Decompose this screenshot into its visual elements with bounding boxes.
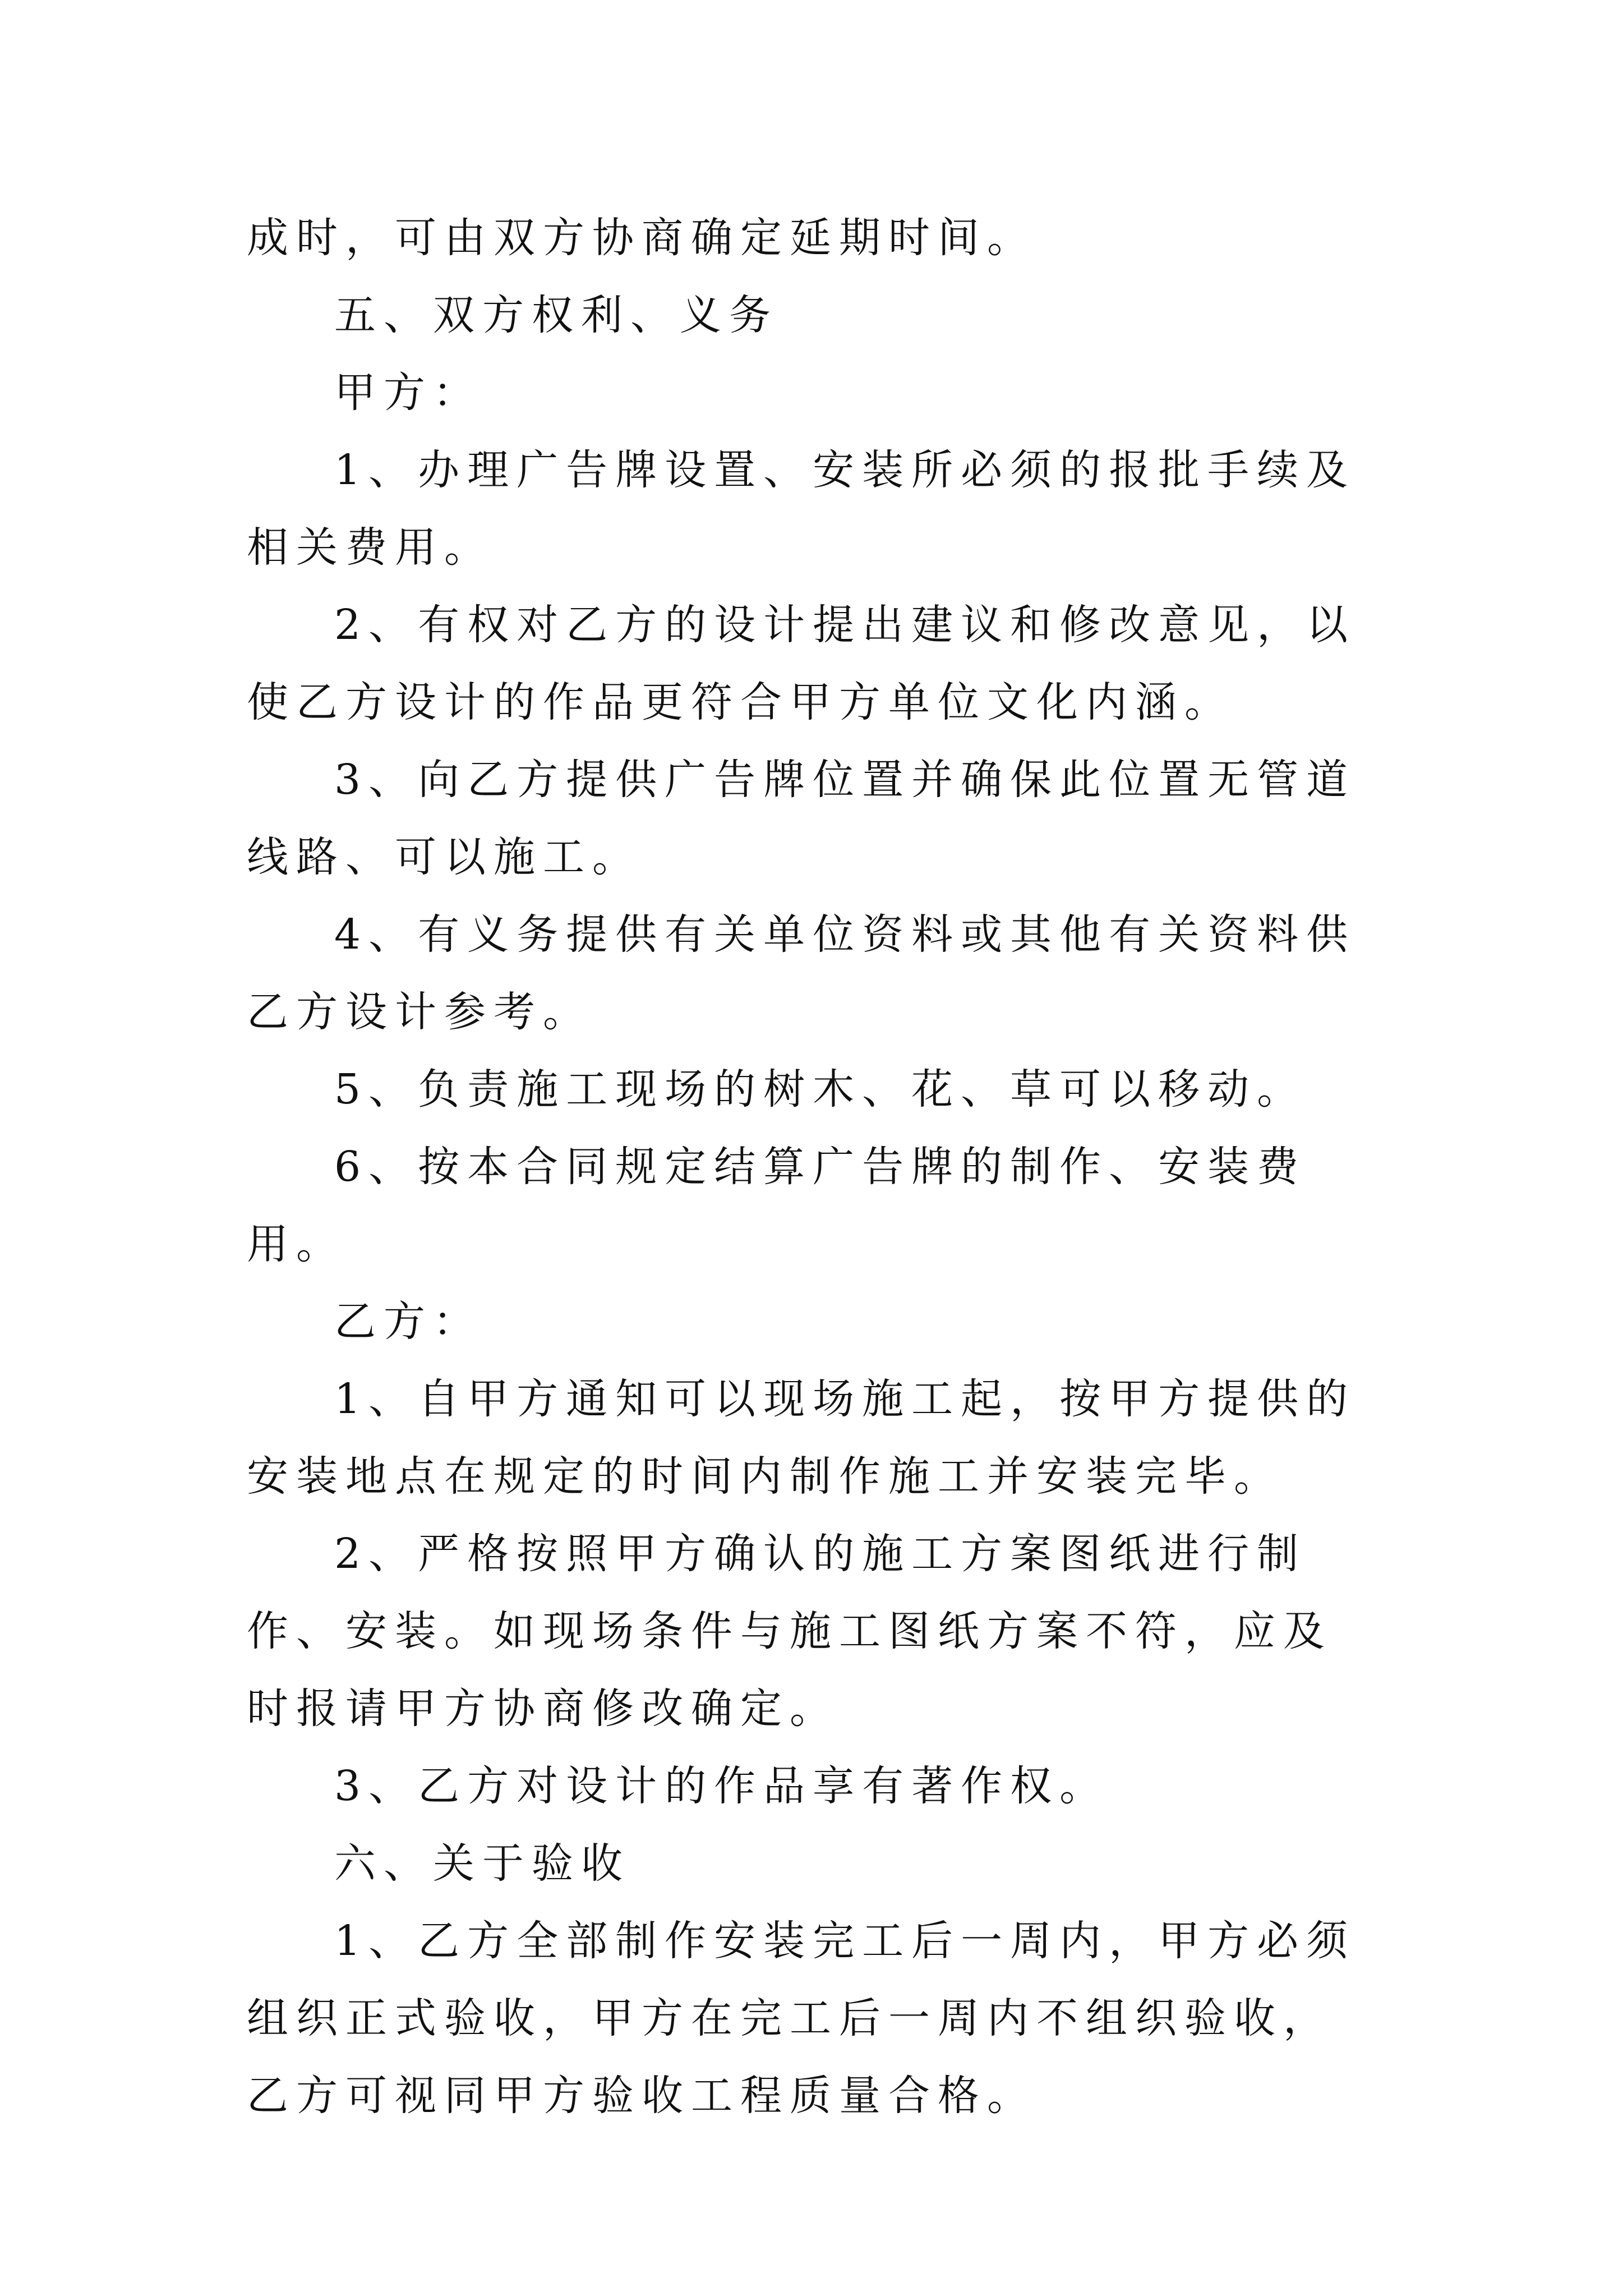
party-b-clause-1: 1、自甲方通知可以现场施工起，按甲方提供的安装地点在规定的时间内制作施工并安装完毕。	[247, 1375, 1356, 1501]
party-a-clause-3: 3、向乙方提供广告牌位置并确保此位置无管道线路、可以施工。	[247, 756, 1356, 881]
document-body	[247, 199, 1380, 2134]
party-a-heading: 甲方：	[334, 369, 482, 417]
party-b-clause-3: 3、乙方对设计的作品享有著作权。	[334, 1762, 1109, 1810]
section-heading-acceptance: 六、关于验收	[334, 1839, 630, 1888]
section-heading-rights-duties: 五、双方权利、义务	[334, 291, 778, 339]
party-a-clause-5: 5、负责施工现场的树木、花、草可以移动。	[334, 1065, 1307, 1114]
party-a-clause-1: 1、办理广告牌设置、安装所必须的报批手续及相关费用。	[247, 446, 1356, 572]
party-b-heading: 乙方：	[334, 1297, 482, 1346]
party-a-clause-6: 6、按本合同规定结算广告牌的制作、安装费用。	[247, 1143, 1307, 1268]
party-a-clause-4: 4、有义务提供有关单位资料或其他有关资料供乙方设计参考。	[247, 910, 1356, 1036]
party-b-clause-2: 2、严格按照甲方确认的施工方案图纸进行制作、安装。如现场条件与施工图纸方案不符，应及时报请甲方协商修改确定。	[247, 1530, 1332, 1733]
paragraph-continuation: 成时，可由双方协商确定延期时间。	[247, 214, 1036, 262]
party-a-clause-2: 2、有权对乙方的设计提出建议和修改意见，以使乙方设计的作品更符合甲方单位文化内涵。	[247, 601, 1356, 726]
acceptance-clause-1: 1、乙方全部制作安装完工后一周内，甲方必须组织正式验收，甲方在完工后一周内不组织验收，乙方可视同甲方验收工程质量合格。	[247, 1917, 1356, 2120]
